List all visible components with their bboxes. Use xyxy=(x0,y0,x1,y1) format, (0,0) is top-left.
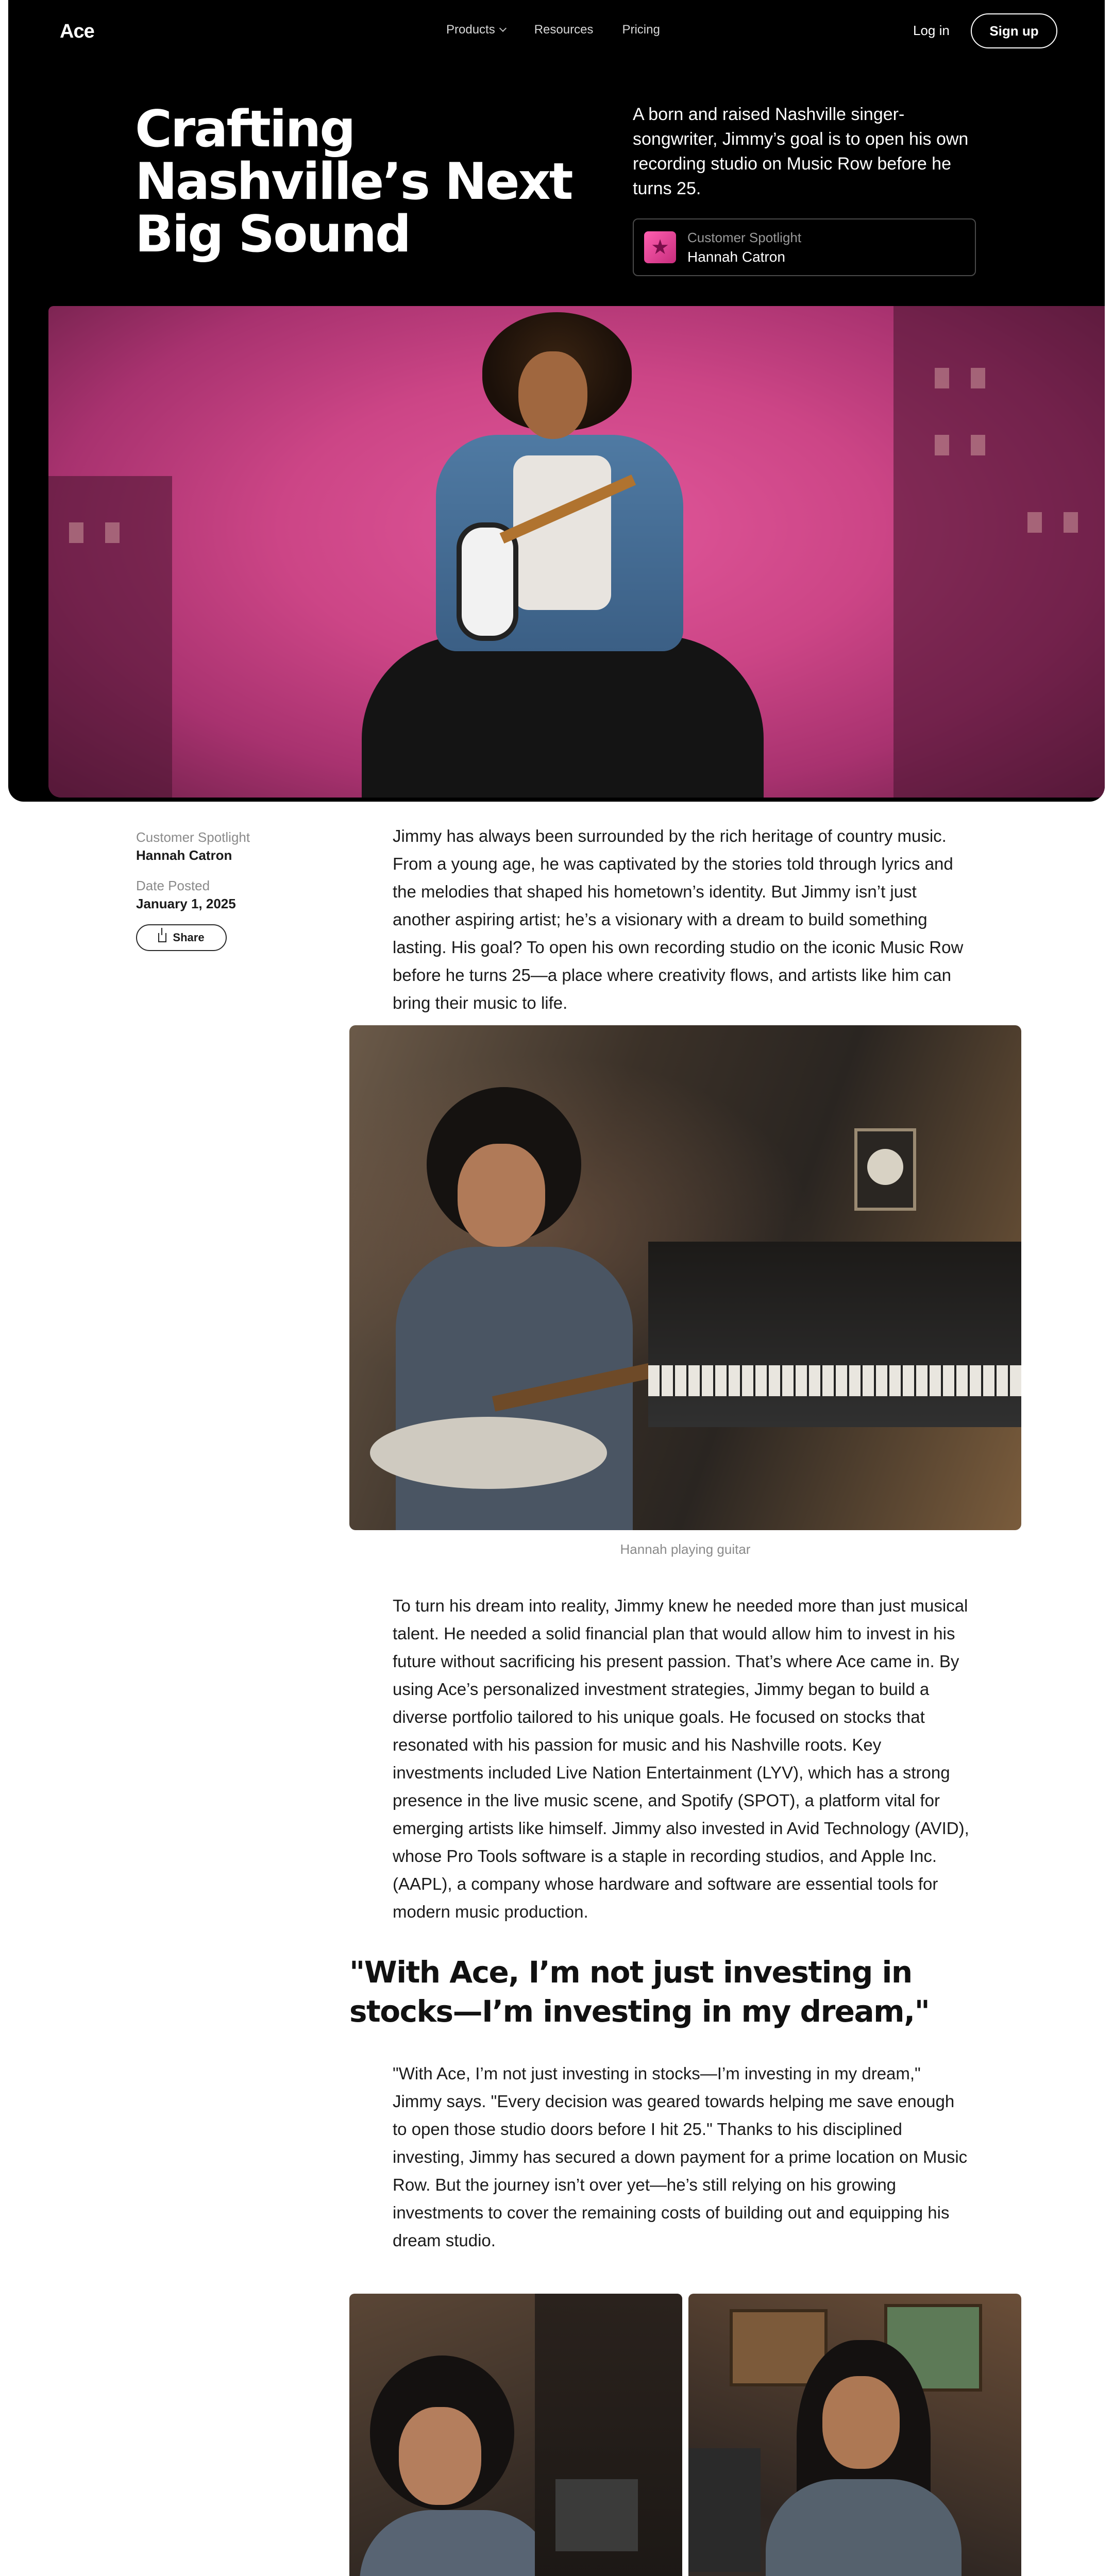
nav-logo[interactable]: Ace xyxy=(60,21,94,42)
article-meta xyxy=(136,829,301,951)
nav-pricing[interactable]: Pricing xyxy=(622,23,660,37)
star-icon: ★ xyxy=(644,231,676,263)
date-label: Date Posted xyxy=(136,878,210,893)
share-icon xyxy=(158,933,166,942)
main-nav xyxy=(446,23,660,37)
hero-image xyxy=(48,306,1105,798)
date-value: January 1, 2025 xyxy=(136,896,236,911)
hero-description: A born and raised Nashville singer-songwriter, Jimmy’s goal is to open his own recording studio on Music Row before he turns 25. xyxy=(633,105,969,198)
spotlight-card-name: Hannah Catron xyxy=(687,248,785,265)
spotlight-label: Customer Spotlight xyxy=(136,829,250,845)
article-paragraph-3: "With Ace, I’m not just investing in stocks—I’m investing in my dream," Jimmy says. "Every decision was geared towards helping me save enough to open those studio doors before I hit 25." Thanks to his disciplined investing, Jimmy has secured a down payment for a prime location on Music Row. But the journey isn’t over yet—he’s still relying on his growing investments to cover the remaining costs of building out and equipping his dream studio. xyxy=(393,2064,968,2250)
studio-image-left xyxy=(349,2294,682,2576)
nav-products[interactable]: Products xyxy=(446,23,505,37)
spotlight-card-label: Customer Spotlight xyxy=(687,229,802,245)
share-button[interactable]: Share xyxy=(136,924,227,951)
studio-image xyxy=(349,1025,1021,1530)
pull-quote: "With Ace, I’m not just investing in stocks—I’m investing in my dream," xyxy=(349,1955,930,2029)
spotlight-card xyxy=(633,218,976,276)
chevron-down-icon xyxy=(499,25,507,32)
hero-section xyxy=(8,0,1105,802)
signup-button[interactable]: Sign up xyxy=(971,13,1057,48)
image-caption: Hannah playing guitar xyxy=(620,1541,751,1557)
article-paragraph-1: Jimmy has always been surrounded by the rich heritage of country music. From a young age, he was captivated by the stories told through lyrics and the melodies that shaped his hometown’s identity. But Jimmy isn’t just another aspiring artist; he’s a visionary with a dream to build something lasting. His goal? To open his own recording studio on the iconic Music Row before he turns 25—a place where creativity flows, and artists like him can bring their music to life. xyxy=(393,826,964,1012)
article-paragraph-2: To turn his dream into reality, Jimmy knew he needed more than just musical talent. He needed a solid financial plan that would allow him to invest in his future without sacrificing his present passion. That’s where Ace came in. By using Ace’s personalized investment strategies, Jimmy began to build a diverse portfolio tailored to his unique goals. He focused on stocks that resonated with his passion for music and his Nashville roots. Key investments included Live Nation Entertainment (LYV), which has a strong presence in the live music scene, and Spotify (SPOT), a platform vital for emerging artists like himself. Jimmy also invested in Avid Technology (AVID), whose Pro Tools software is a staple in recording studios, and Apple Inc. (AAPL), a company whose hardware and software are essential tools for modern music production. xyxy=(393,1596,969,1921)
nav-resources[interactable]: Resources xyxy=(534,23,594,37)
login-link[interactable]: Log in xyxy=(913,23,950,38)
studio-image-right xyxy=(688,2294,1021,2576)
hero-title: Crafting Nashville’s Next Big Sound xyxy=(135,100,572,264)
spotlight-name: Hannah Catron xyxy=(136,848,232,863)
